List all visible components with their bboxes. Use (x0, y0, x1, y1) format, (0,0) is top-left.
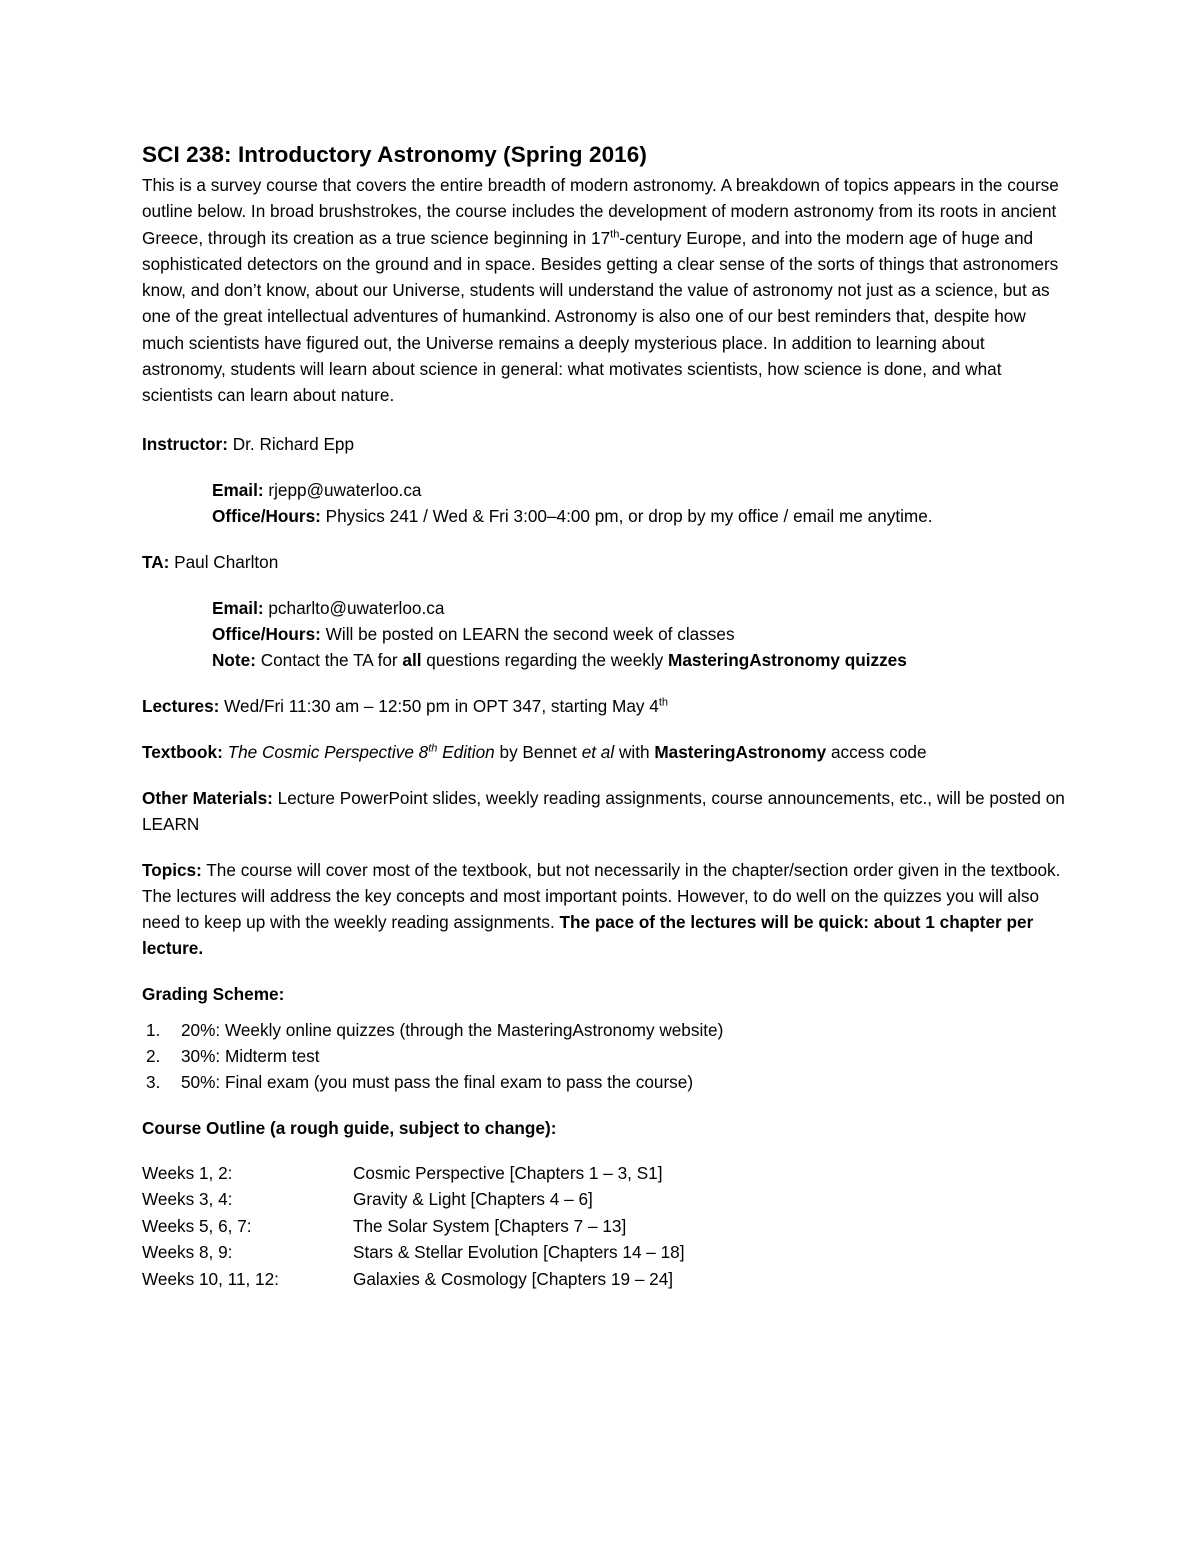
table-row: Weeks 5, 6, 7: The Solar System [Chapters 7 – 13] (142, 1215, 627, 1236)
ta-line: TA: Paul Charlton (142, 551, 279, 572)
instructor-line: Instructor: Dr. Richard Epp (142, 433, 355, 454)
table-row: Weeks 1, 2: Cosmic Perspective [Chapters 1 – 3, S1] (142, 1162, 663, 1183)
syllabus-page (142, 140, 1072, 1295)
list-item: 2. 30%: Midterm test (146, 1045, 320, 1066)
ta-email-link[interactable]: pcharlto@uwaterloo.ca (263, 597, 445, 618)
ta-email: Email: pcharlto@uwaterloo.ca (212, 597, 445, 618)
other-materials: Other Materials: Lecture PowerPoint slides, weekly reading assignments, course announcements, etc., will be posted on LEARN (142, 787, 1065, 834)
grading-heading: Grading Scheme: (142, 983, 285, 1004)
grading-list (142, 1017, 1072, 1095)
ta-note: Note: Contact the TA for all questions regarding the weekly MasteringAstronomy quizzes (212, 649, 907, 670)
list-item: 3. 50%: Final exam (you must pass the final exam to pass the course) (146, 1071, 694, 1092)
course-outline-table (142, 1163, 685, 1296)
list-item: 1. 20%: Weekly online quizzes (through the MasteringAstronomy website) (146, 1019, 724, 1040)
table-row: Weeks 3, 4: Gravity & Light [Chapters 4 – 6] (142, 1189, 593, 1210)
instructor-email-link[interactable]: rjepp@uwaterloo.ca (263, 479, 422, 500)
ta-office-hours: Office/Hours: Will be posted on LEARN the second week of classes (212, 623, 735, 644)
outline-heading: Course Outline (a rough guide, subject to change): (142, 1117, 557, 1138)
page-title: SCI 238: Introductory Astronomy (Spring 2016) (142, 142, 648, 167)
course-description: This is a survey course that covers the entire breadth of modern astronomy. A breakdown of topics appears in the course outline below. In broad brushstrokes, the course includes the development of modern astronomy from its roots in ancient Greece, through its creation as a true science beginning in 17th-century Europe, and into the modern age of huge and sophisticated detectors on the ground and in space. Besides getting a clear sense of the sorts of things that astronomers know, and don’t know, about our Universe, students will understand the value of astronomy not just as a science, but as one of the great intellectual adventures of humankind. Astronomy is also one of our best reminders that, despite how much scientists have figured out, the Universe remains a deeply mysterious place. In addition to learning about astronomy, students will learn about science in general: what motivates scientists, how science is done, and what scientists can learn about nature. (142, 175, 1059, 406)
table-row: Weeks 10, 11, 12: Galaxies & Cosmology [Chapters 19 – 24] (142, 1268, 674, 1289)
topics-paragraph: Topics: The course will cover most of the textbook, but not necessarily in the chapter/section order given in the textbook. The lectures will address the key concepts and most important points. However, to do well on the quizzes you will also need to keep up with the weekly reading assignments. The pace of the lectures will be quick: about 1 chapter per lecture. (142, 859, 1061, 958)
instructor-email: Email: rjepp@uwaterloo.ca (212, 479, 422, 500)
lectures-line: Lectures: Wed/Fri 11:30 am – 12:50 pm in OPT 347, starting May 4th (142, 695, 669, 716)
instructor-office-hours: Office/Hours: Physics 241 / Wed & Fri 3:00–4:00 pm, or drop by my office / email me anytime. (212, 505, 933, 526)
table-row: Weeks 8, 9: Stars & Stellar Evolution [Chapters 14 – 18] (142, 1242, 685, 1263)
textbook-line: Textbook: The Cosmic Perspective 8th Edition by Bennet et al with MasteringAstronomy access code (142, 741, 927, 762)
